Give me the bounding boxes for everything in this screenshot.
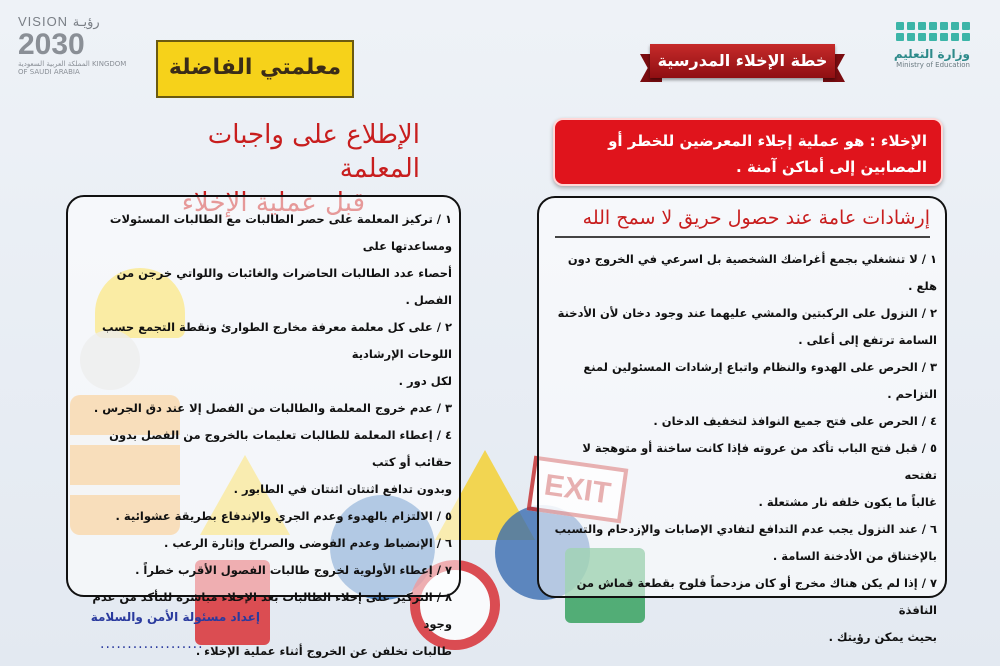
list-item: ٥ / قبل فتح الباب تأكد من عروته فإذا كانت ساخنة أو متوهجة لا تفتحه (582, 441, 937, 482)
left-heading-line1: الإطلاع على واجبات المعلمة (207, 120, 420, 184)
list-item: ١ / تركيز المعلمة على حصر الطالبات مع الطالبات المسئولات ومساعدتها على (109, 212, 452, 253)
list-item: ٢ / على كل معلمة معرفة مخارج الطوارئ ونقطة التجمع حسب اللوحات الإرشادية (102, 320, 452, 361)
list-item: ٦ / الإنضباط وعدم الفوضى والصراخ وإثارة الرعب . (163, 536, 452, 550)
list-item: غالباً ما يكون خلفه نار مشتعلة . (758, 495, 937, 509)
list-item: ٥ / الالتزام بالهدوء وعدم الجري والإندفاع بطريقة عشوائية . (115, 509, 452, 523)
list-item: ٤ / إعطاء المعلمة للطالبات تعليمات بالخروج من الفصل بدون حقائب أو كتب (109, 428, 452, 469)
ministry-of-education-logo (880, 22, 970, 69)
ministry-logo-icon (880, 22, 970, 41)
list-item: السامة ترتفع إلى أعلى . (798, 333, 937, 347)
definition-box: الإخلاء : هو عملية إجلاء المعرضين للخطر أو المصابين إلى أماكن آمنة . (553, 118, 943, 186)
list-item: طالبات تخلفن عن الخروج أثناء عملية الإخلاء . (195, 644, 452, 658)
list-item: ٣ / الحرص على الهدوء والنظام واتباع إرشادات المسئولين لمنع التزاحم . (583, 360, 937, 401)
vision-logo-country: المملكة العربية السعودية KINGDOM OF SAUDI ARABIA (18, 60, 127, 76)
ministry-name-ar: وزارة التعليم (893, 47, 970, 61)
fire-guidelines-list (552, 246, 937, 651)
signature-dots: ................... (100, 636, 204, 652)
list-item: ٧ / إعطاء الأولوية لخروج طالبات الفصول الأقرب خطراً . (135, 563, 452, 577)
list-item: ٣ / عدم خروج المعلمة والطالبات من الفصل إلا عند دق الجرس . (93, 401, 452, 415)
teacher-duties-list (80, 206, 452, 665)
yellow-banner-text: معلمتي الفاضلة (156, 40, 354, 98)
list-item: ٦ / عند النزول يجب عدم التدافع لتفادي الإصابات والإزدحام والتسبب (554, 522, 937, 536)
ribbon-title-text: خطة الإخلاء المدرسية (650, 44, 835, 78)
ribbon-title (640, 40, 845, 84)
title-divider (555, 236, 930, 238)
vision-2030-logo (18, 14, 128, 76)
list-item: ٢ / النزول على الركبتين والمشي عليهما عند وجود دخان لأن الأدخنة (557, 306, 937, 320)
list-item: ١ / لا تنشغلي بجمع أغراضك الشخصية بل اسرعي في الخروج دون هلع . (567, 252, 937, 293)
list-item: بحيث يمكن رؤيتك . (828, 630, 937, 644)
list-item: أحصاء عدد الطالبات الحاضرات والغائبات واللواتي خرجن من الفصل . (116, 266, 452, 307)
list-item: ٤ / الحرص على فتح جميع النوافذ لتخفيف الدخان . (653, 414, 937, 428)
ministry-name-en: Ministry of Education (896, 61, 970, 69)
list-item: ٨ / التركيز على إخلاء الطالبات بعد الإخلاء مباشرة للتأكد من عدم وجود (92, 590, 452, 631)
list-item: ٧ / إذا لم يكن هناك مخرج أو كان مزدحماً فلوح بقطعة قماش من النافذة (576, 576, 937, 617)
prepared-by-label: إعداد مسئولة الأمن والسلامة (90, 610, 260, 624)
yellow-banner (150, 40, 360, 100)
list-item: بالإختناق من الأدخنة السامة . (772, 549, 937, 563)
vision-logo-year: 2030 (18, 28, 85, 61)
vision-logo-text: VISION رؤيـة (18, 14, 100, 29)
list-item: لكل دور . (398, 374, 452, 388)
fire-guidelines-title: إرشادات عامة عند حصول حريق لا سمح الله (582, 207, 930, 229)
list-item: وبدون تدافع اثنتان اثنتان في الطابور . (233, 482, 452, 496)
